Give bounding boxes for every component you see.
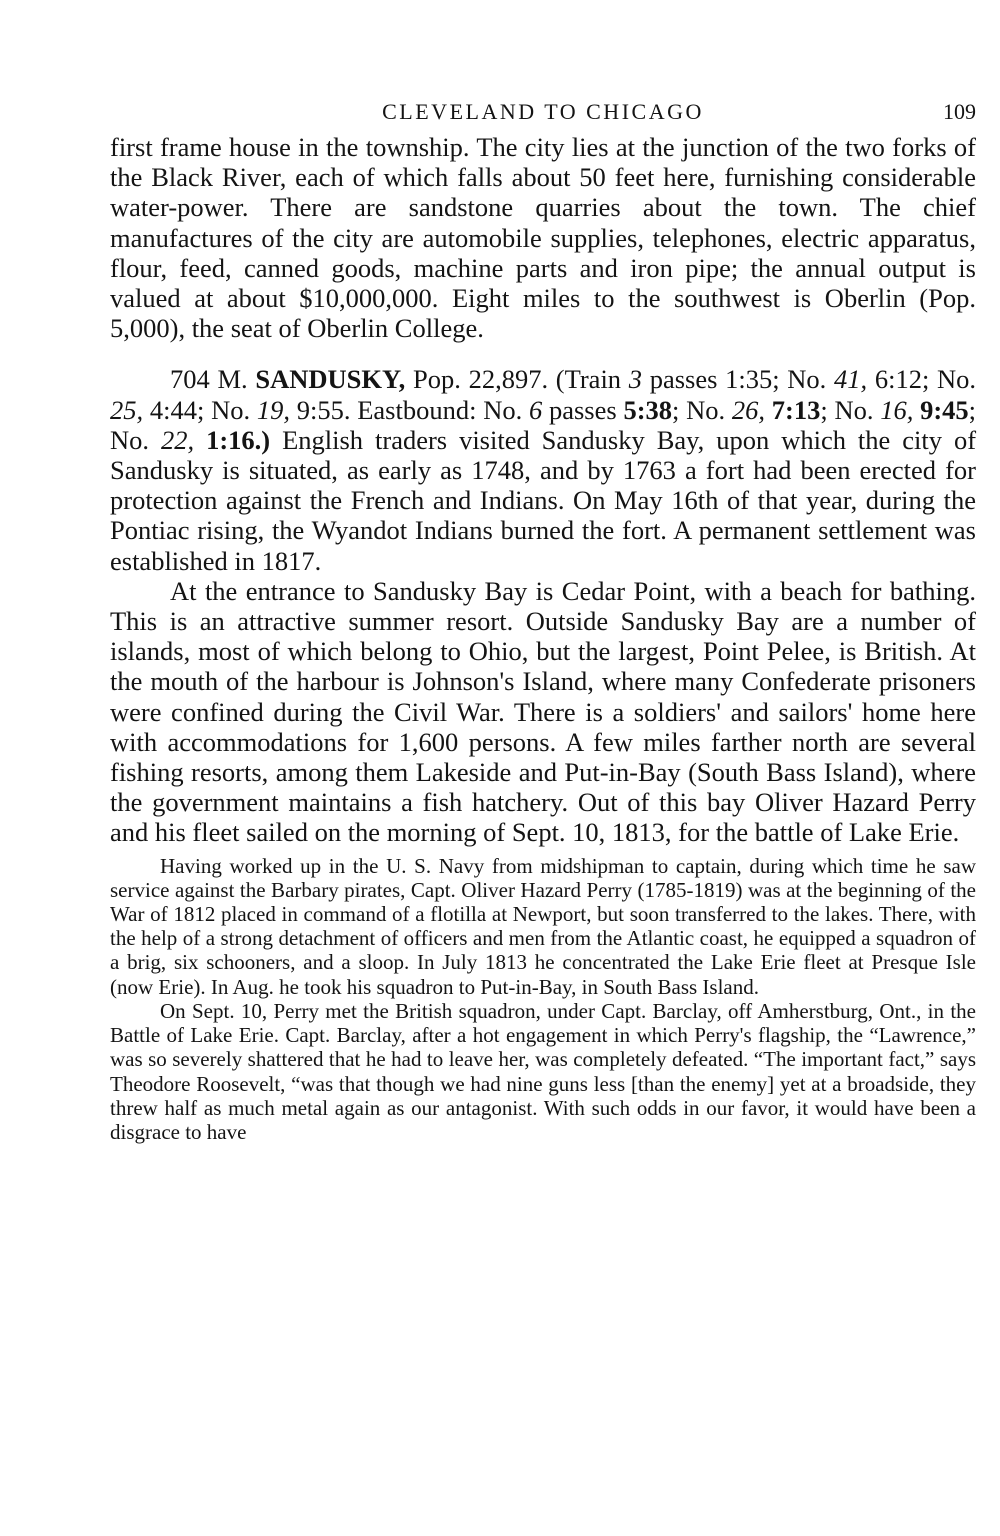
perry-note bbox=[110, 854, 976, 1144]
running-title: CLEVELAND TO CHICAGO bbox=[382, 99, 704, 124]
book-page bbox=[110, 92, 976, 1144]
population: Pop. 22,897. bbox=[413, 364, 549, 395]
note-paragraph-battle: On Sept. 10, Perry met the British squadron, under Capt. Barclay, off Amherstburg, Ont., in the Battle of Lake Erie. Capt. Barclay, after a hot engagement in which Perry's flagship, the “Lawrence,” was so severely shattered that he had to leave her, was completely defeated. “The important fact,” says Theodore Roosevelt, “was that though we had nine guns less [than the enemy] yet at a broadside, they threw half as much metal again as our antagonist. With such odds in our favor, it would have been a disgrace to have bbox=[110, 998, 976, 1144]
main-text bbox=[110, 132, 976, 848]
note-paragraph-perry-career: Having worked up in the U. S. Navy from midshipman to captain, during which time he saw service against the Barbary pirates, Capt. Oliver Hazard Perry (1785-1819) was at the beginning of the War of 1812 placed in command of a flotilla at Newport, but soon transferred to the lakes. There, with the help of a strong detachment of officers and men from the Atlantic coast, he equipped a squadron of a brig, six schooners, and a sloop. In July 1813 he concentrated the Lake Erie fleet at Presque Isle (now Erie). In Aug. he took his squadron to Put-in-Bay, in South Bass Island. bbox=[110, 853, 976, 999]
paragraph-cedar-point: At the entrance to Sandusky Bay is Cedar Point, with a beach for bathing. This is an attractive summer resort. Outside Sandusky Bay are a number of islands, most of which belong to Ohio, but the largest, Point Pelee, is British. At the mouth of the harbour is Johnson's Island, where many Confederate prisoners were confined during the Civil War. There is a soldiers' and sailors' home here with accommodations for 1,600 persons. A few miles farther north are several fishing resorts, among them Lakeside and Put-in-Bay (South Bass Island), where the government maintains a fish hatchery. Out of this bay Oliver Hazard Perry and his fleet sailed on the morning of Sept. 10, 1813, for the battle of Lake Erie. bbox=[110, 575, 976, 848]
paragraph-oberlin: first frame house in the township. The city lies at the junction of the two forks of the Black River, each of which falls about 50 feet here, furnishing considerable water-power. There are sandstone quarries about the town. The chief manufactures of the city are automobile supplies, telephones, electric apparatus, flour, feed, canned goods, machine parts and iron pipe; the annual output is valued at about $10,000,000. Eight miles to the southwest is Oberlin (Pop. 5,000), the seat of Oberlin College. bbox=[110, 132, 976, 344]
place-name: SANDUSKY, bbox=[255, 364, 406, 395]
page-number: 109 bbox=[943, 99, 976, 124]
mileage: 704 M. bbox=[170, 364, 248, 395]
paragraph-sandusky: 704 M. SANDUSKY, Pop. 22,897. (Train 3 passes 1:35; No. 41, 6:12; No. 25, 4:44; No. 19, 9:55. Eastbound: No. 6 passes 5:38; No. 26, 7:13; No. 16, 9:45; No. 22, 1:16.) English traders visited Sandusky Bay, upon which the city of Sandusky is situated, as early as 1748, and by 1763 a fort had been erected for protection against the French and Indians. On May 16th of that year, during the Pontiac rising, the Wyandot Indians burned the fort. A permanent settlement was established in 1817. bbox=[110, 364, 977, 576]
running-head bbox=[110, 92, 976, 132]
sandusky-history: English traders visited Sandusky Bay, upon which the city of Sandusky is situated, as early as 1748, and by 1763 a fort had been erected for protection against the French and Indians. On May 16th of that year, during the Pontiac rising, the Wyandot Indians burned the fort. A permanent settlement was established in 1817. bbox=[110, 424, 977, 576]
